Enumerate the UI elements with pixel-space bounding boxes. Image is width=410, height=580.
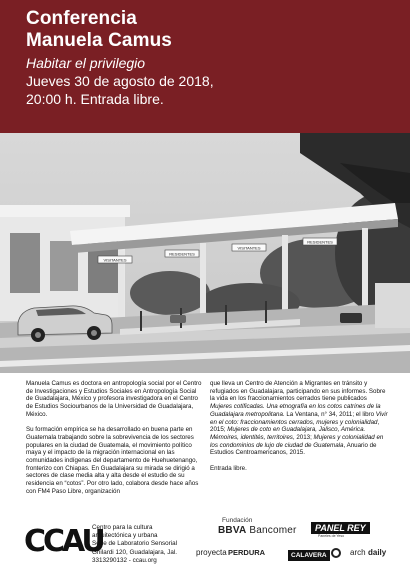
event-title-line2: Manuela Camus (26, 30, 172, 51)
footer (0, 508, 410, 580)
publication-title: Mujeres y colonialidad en los condominios de lujo de ciudad de Guatemala (210, 433, 384, 449)
bio-text: , Anuario de Estudios Centroamericanos, 2015. (210, 441, 377, 457)
address-line: Sede de Laboratorio Sensorial (92, 540, 178, 548)
bio-paragraph-1: Manuela Camus es doctora en antropología social por el Centro de Investigaciones y Estudios Sociales en Antropología Social de Guadalajara, México y profesora investigadora en el Centro de Estudios Sociourbanos de la Universidad de Guadalajara, México. (26, 380, 202, 418)
sponsor-label: Fundación (222, 517, 253, 524)
event-title-line1: Conferencia (26, 8, 137, 29)
event-date: Jueves 30 de agosto de 2018, (26, 73, 214, 89)
bio-paragraph-3 (210, 380, 390, 457)
ccau-logo[interactable]: CCAU (24, 524, 103, 559)
bio-column-right (210, 380, 390, 480)
publication-title: Vivir en el coto: fraccionamientos cerrados, mujeres y colonialidad (210, 410, 388, 426)
sign-residentes-1: RESIDENTES (169, 251, 195, 257)
bbva-text: BBVA (218, 525, 247, 536)
bio-paragraph-2: Su formación empírica se ha desarrollado en buena parte en Guatemala trabajando sobre la sobrevivencia de los sectores populares en la ciudad de Guatemala, el movimiento político maya y el impacto de la migración internacional en las comunidades indígenas del departamento de Huehuetenango, fronterizo con Chiapas. En Guadalajara su mirada se dirigió a sectores de clase media alta y alta desde el estudio de su residencia en “cotos”. Por otro lado, colabora desde hace años con FM4 Paso Libre, organización (26, 426, 199, 495)
panel-rey-subtitle: Paneles de Yeso (318, 534, 345, 538)
bio-text: , 2013; (292, 433, 314, 441)
bio-text: que lleva un Centro de Atención a Migrantes en tránsito y refugiados en Guadalajara, participando en sus informes. Sobre la vida en los fraccionamientos cerrados tiene publicados (210, 380, 386, 403)
bio-text: . La Ventana, n° 34, 2011; el libro (282, 410, 376, 418)
sign-residentes-2: RESIDENTES (307, 239, 333, 245)
event-time: 20:00 h. Entrada libre. (26, 91, 164, 107)
address-line: Centro para la cultura (92, 524, 153, 531)
panel-rey-logo[interactable]: PANEL REY (311, 522, 370, 534)
bbva-logo[interactable] (218, 525, 297, 536)
gated-community-photo (0, 133, 410, 373)
daily-logo[interactable]: daily (368, 548, 387, 557)
address-line: 3313290132 - ccau.org (92, 556, 157, 564)
bio-text: , 2015; (210, 418, 380, 434)
perdura-logo[interactable]: PERDURA (228, 548, 266, 557)
event-header (0, 0, 410, 133)
address-line: arquitectónica y urbana (92, 532, 158, 540)
proyecta-logo[interactable]: proyecta (196, 548, 227, 557)
sign-visitantes-2: VISITANTES (237, 245, 261, 251)
ccau-address (92, 524, 177, 565)
publication-title: Mujeres de coto en Guadalajara, Jalisco, América. Mémoires, identités, territoires (210, 426, 366, 441)
event-subtitle: Habitar el privilegio (26, 55, 146, 71)
bio-column-left (26, 380, 202, 503)
arch-logo[interactable]: arch (350, 548, 366, 557)
calavera-logo[interactable]: CALAVERA (288, 550, 330, 561)
sign-visitantes-1: VISITANTES (103, 257, 127, 263)
circle-logo-icon[interactable] (331, 548, 341, 558)
bancomer-text: Bancomer (246, 525, 297, 536)
address-line: Ghilardi 120, Guadalajara, Jal. (92, 548, 178, 556)
publication-title: Mujeres cotificadas. Una etnografía en los cotos catrines de la Guadalajara metropolitana (210, 403, 381, 418)
entry-note: Entrada libre. (210, 464, 247, 472)
